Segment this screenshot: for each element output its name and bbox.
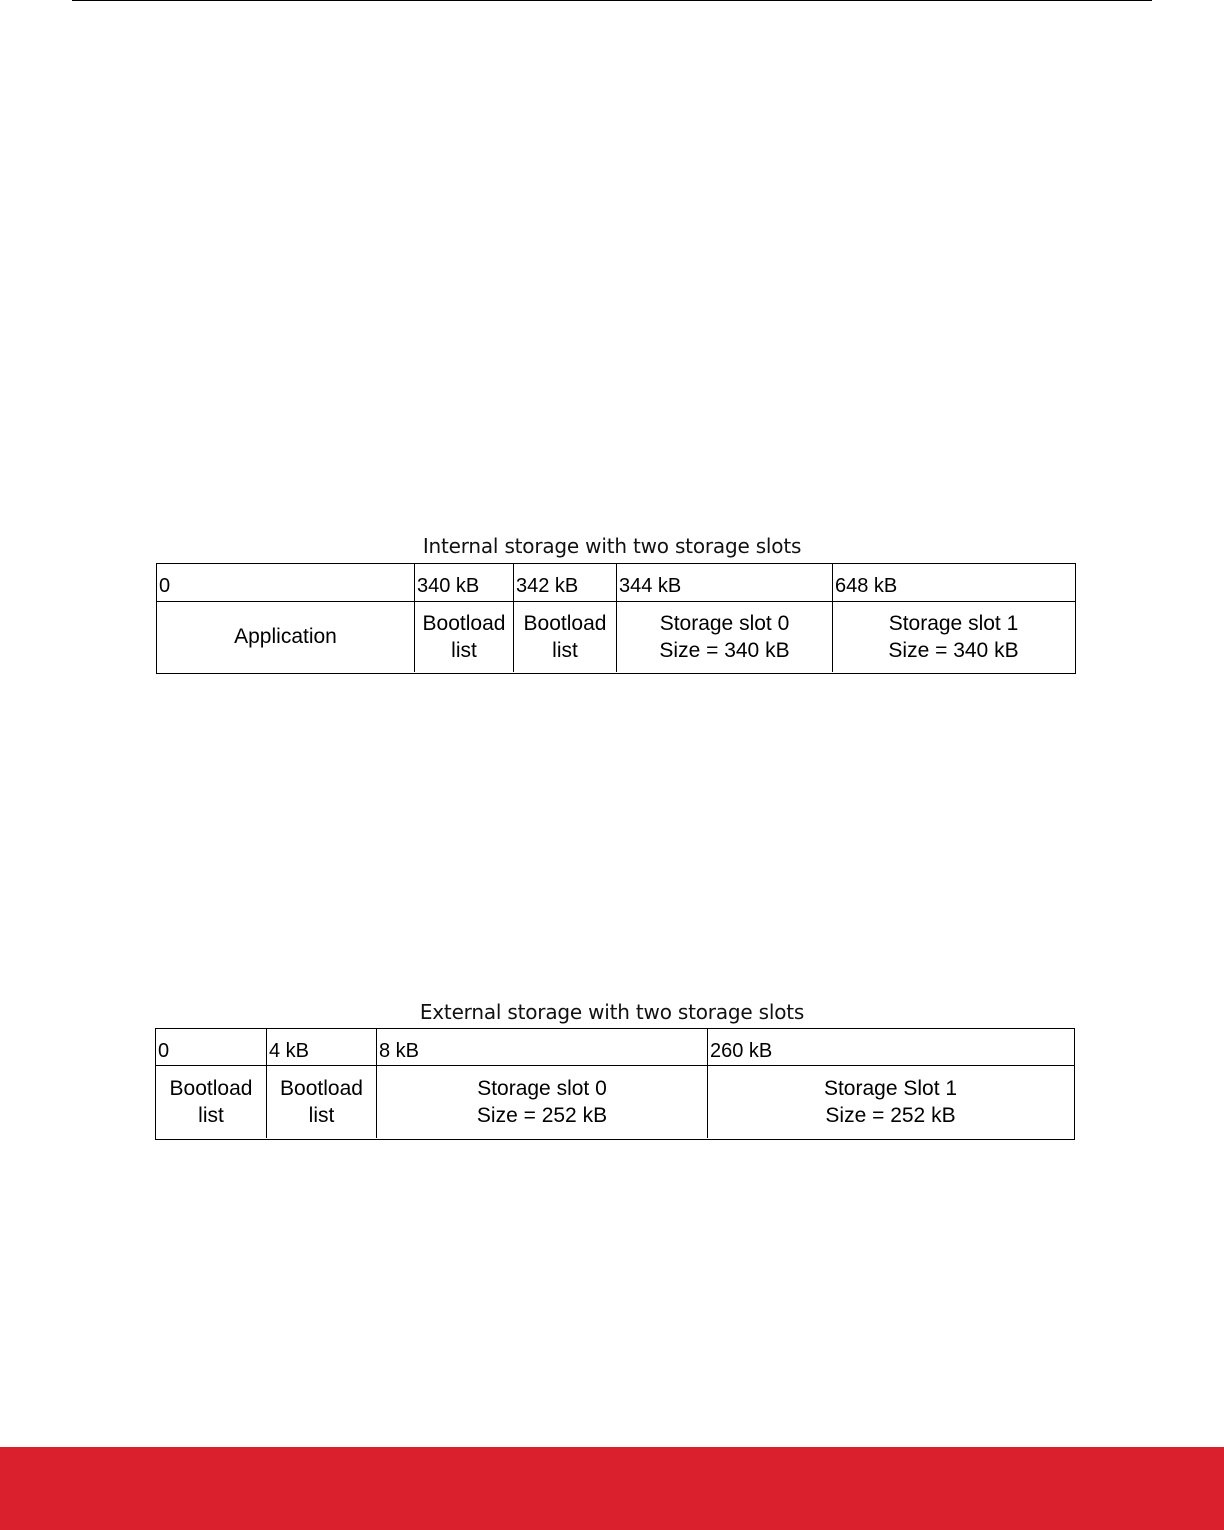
region-label: Storage slot 0 [477, 1076, 607, 1100]
region-size: Size = 252 kB [825, 1103, 956, 1127]
external-address-0: 0 [158, 1040, 170, 1062]
region-label: Bootload [422, 611, 506, 635]
region-label: Bootload [523, 611, 607, 635]
internal-address-2: 342 kB [513, 564, 616, 601]
internal-region-bootload-list-2 [513, 601, 616, 672]
external-region-bootload-list-2 [266, 1065, 376, 1138]
external-address-2: 8 kB [376, 1029, 707, 1065]
internal-region-application [157, 601, 414, 672]
internal-address-1: 340 kB [414, 564, 513, 601]
region-label: Storage slot 1 [888, 611, 1019, 635]
region-size: Size = 252 kB [476, 1103, 608, 1127]
internal-address-4: 648 kB [832, 564, 1074, 601]
external-address-3: 260 kB [707, 1029, 1073, 1065]
internal-storage-caption: Internal storage with two storage slots [422, 534, 802, 558]
internal-address-0: 0 [159, 575, 171, 597]
internal-address-row [157, 564, 1075, 602]
internal-region-bootload-list-1 [414, 601, 513, 672]
external-storage-caption: External storage with two storage slots [419, 1000, 805, 1024]
external-region-row [156, 1065, 1074, 1138]
internal-storage-map [156, 563, 1076, 674]
region-label: Bootload [280, 1076, 363, 1100]
region-label: list [198, 1103, 224, 1127]
region-label: Application [234, 625, 337, 648]
internal-region-storage-slot-1 [832, 601, 1074, 672]
region-label: Storage Slot 1 [823, 1076, 958, 1100]
footer-brand-band [0, 1447, 1224, 1530]
internal-region-row [157, 601, 1075, 672]
region-size: Size = 340 kB [659, 638, 790, 662]
external-address-row [156, 1029, 1074, 1066]
region-label: Bootload [169, 1076, 253, 1100]
external-region-storage-slot-1 [707, 1065, 1073, 1138]
external-storage-map [155, 1028, 1075, 1140]
region-size: Size = 340 kB [888, 638, 1019, 662]
region-label: list [308, 1103, 335, 1127]
external-address-1: 4 kB [266, 1029, 376, 1065]
external-region-storage-slot-0 [376, 1065, 707, 1138]
header-rule [72, 0, 1152, 1]
internal-region-storage-slot-0 [616, 601, 832, 672]
internal-address-3: 344 kB [616, 564, 832, 601]
region-label: list [451, 638, 477, 662]
region-label: list [552, 638, 578, 662]
external-region-bootload-list-1 [156, 1065, 266, 1138]
region-label: Storage slot 0 [659, 611, 790, 635]
